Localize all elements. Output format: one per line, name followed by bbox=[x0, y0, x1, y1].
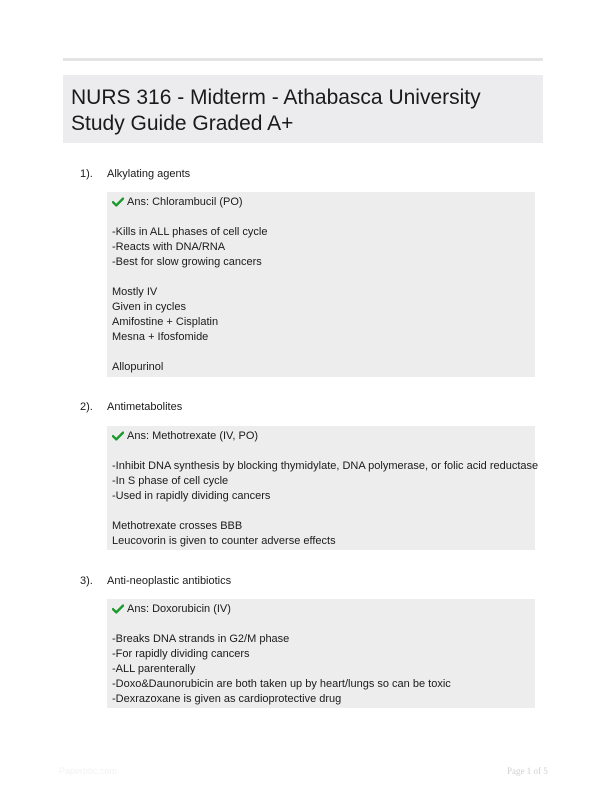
spacer bbox=[112, 209, 535, 225]
checkmark-icon bbox=[112, 604, 124, 614]
answer-line bbox=[112, 270, 535, 285]
answer-line: -Used in rapidly dividing cancers bbox=[112, 490, 271, 502]
answer-text: Ans: Doxorubicin (IV) bbox=[127, 603, 231, 615]
answer-line: Mostly IV bbox=[112, 286, 158, 298]
answer-box bbox=[107, 599, 535, 708]
spacer bbox=[112, 443, 535, 459]
question-number: 3). bbox=[80, 575, 93, 587]
answer-line: Amifostine + Cisplatin bbox=[112, 316, 219, 328]
checkmark-icon bbox=[112, 197, 124, 207]
answer-line bbox=[112, 345, 535, 360]
title-line-1: NURS 316 - Midterm - Athabasca University bbox=[71, 86, 481, 109]
answer-box bbox=[107, 192, 535, 377]
question-label: Alkylating agents bbox=[107, 168, 191, 180]
answer-line: -In S phase of cell cycle bbox=[112, 475, 229, 487]
answer-line: Leucovorin is given to counter adverse effects bbox=[112, 535, 336, 547]
answer-line: -Dexrazoxane is given as cardioprotective drug bbox=[112, 693, 342, 705]
answer-line: Allopurinol bbox=[112, 361, 164, 373]
answer-heading bbox=[112, 429, 535, 443]
footer-watermark: Paperbbc.com bbox=[59, 766, 118, 776]
answer-text: Ans: Methotrexate (IV, PO) bbox=[127, 430, 259, 442]
document-title bbox=[63, 75, 543, 143]
answer-line: -ALL parenterally bbox=[112, 663, 196, 675]
answer-line: Methotrexate crosses BBB bbox=[112, 520, 243, 532]
question-label: Antimetabolites bbox=[107, 401, 183, 413]
answer-line: -Doxo&Daunorubicin are both taken up by heart/lungs so can be toxic bbox=[112, 678, 451, 690]
answer-line: Mesna + Ifosfomide bbox=[112, 331, 209, 343]
answer-line: -Kills in ALL phases of cell cycle bbox=[112, 226, 268, 238]
page-number: Page 1 of 5 bbox=[507, 766, 548, 776]
answer-line: -Inhibit DNA synthesis by blocking thymidylate, DNA polymerase, or folic acid reductase bbox=[112, 460, 539, 472]
question-number: 1). bbox=[80, 168, 93, 180]
answer-line: -Breaks DNA strands in G2/M phase bbox=[112, 633, 290, 645]
checkmark-icon bbox=[112, 431, 124, 441]
answer-line: -Best for slow growing cancers bbox=[112, 256, 262, 268]
answer-line bbox=[112, 504, 535, 519]
question-label: Anti-neoplastic antibiotics bbox=[107, 575, 232, 587]
answer-line: Given in cycles bbox=[112, 301, 186, 313]
spacer bbox=[112, 616, 535, 632]
answer-box bbox=[107, 426, 539, 550]
answer-heading bbox=[112, 195, 535, 209]
answer-heading bbox=[112, 602, 535, 616]
title-line-2: Study Guide Graded A+ bbox=[71, 112, 294, 135]
answer-line: -For rapidly dividing cancers bbox=[112, 648, 250, 660]
question-number: 2). bbox=[80, 401, 93, 413]
answer-line: -Reacts with DNA/RNA bbox=[112, 241, 226, 253]
answer-text: Ans: Chlorambucil (PO) bbox=[127, 196, 243, 208]
top-rule bbox=[63, 58, 543, 61]
